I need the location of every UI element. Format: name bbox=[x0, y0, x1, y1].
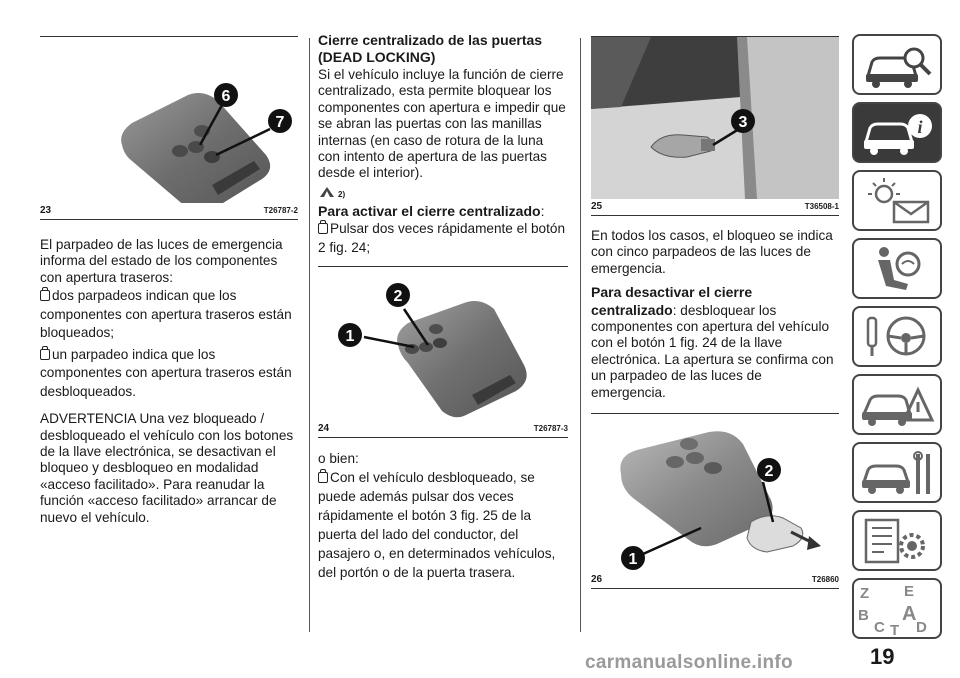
tab-safety[interactable] bbox=[852, 238, 942, 299]
figure-caption bbox=[591, 199, 839, 216]
activate-heading bbox=[318, 203, 568, 220]
tab-warning-lights[interactable] bbox=[852, 170, 942, 231]
callout-3: 3 bbox=[738, 114, 748, 131]
airbag-seat-icon bbox=[854, 240, 940, 297]
index-letter-z: Z bbox=[860, 585, 870, 602]
activate-colon: : bbox=[540, 202, 545, 219]
section-body: Si el vehículo incluye la función de cierre centralizado, esta permite bloquear los componentes con apertura e impedir que se abran las puertas con las manillas internas (en caso de rotura de la luna con intento de apertura de las puertas desde el interior). bbox=[318, 67, 566, 181]
index-letter-d: D bbox=[916, 619, 927, 636]
note-ref-text: 2) bbox=[338, 189, 346, 199]
warning-paragraph: ADVERTENCIA Una vez bloqueado / desbloqueado el vehículo con los botones de la llave electrónica, se desactivan el bloqueo y desbloqueo en modalidad «acceso facilitado». Para reanudar la función «acceso facilitado» arrancar de nuevo el vehículo. bbox=[40, 411, 294, 525]
key-card-image bbox=[318, 267, 568, 421]
deactivate-paragraph bbox=[591, 284, 839, 401]
callout-2: 2 bbox=[393, 288, 403, 306]
warning-light-message-icon bbox=[854, 172, 940, 229]
index-letter-b: B bbox=[858, 607, 869, 624]
tab-technical-data[interactable] bbox=[852, 510, 942, 571]
checklist-gear-icon bbox=[854, 512, 940, 569]
figure-number: 23 bbox=[40, 205, 52, 216]
index-letter-c: C bbox=[874, 619, 885, 636]
column-3 bbox=[591, 0, 839, 589]
bullet-one-flash bbox=[40, 346, 298, 402]
tab-emergency[interactable] bbox=[852, 374, 942, 435]
note-reference bbox=[318, 185, 568, 199]
figure-number: 25 bbox=[591, 201, 603, 212]
figure-25 bbox=[591, 36, 839, 216]
intro-paragraph: El parpadeo de las luces de emergencia informa del estado de los componentes con apertura traseros: bbox=[40, 237, 283, 285]
lock-confirmation-paragraph: En todos los casos, el bloqueo se indica con cinco parpadeos de las luces de emergencia. bbox=[591, 228, 833, 276]
door-bullet-icon bbox=[318, 223, 328, 234]
environment-note-icon bbox=[318, 185, 336, 199]
figure-code: T36508-1 bbox=[804, 202, 839, 211]
key-steering-wheel-icon bbox=[854, 308, 940, 365]
index-letter-a: A bbox=[902, 603, 917, 625]
car-door-handle-image bbox=[591, 37, 839, 199]
bullet-text: Pulsar dos veces rápidamente el botón 2 fig. 24; bbox=[318, 221, 566, 256]
tab-starting-driving[interactable] bbox=[852, 306, 942, 367]
car-warning-triangle-icon bbox=[854, 376, 940, 433]
callout-7: 7 bbox=[275, 114, 285, 131]
figure-caption bbox=[318, 421, 568, 438]
car-info-icon bbox=[854, 104, 940, 161]
figure-code: T26787-2 bbox=[263, 206, 298, 215]
column-divider bbox=[580, 38, 581, 632]
or-text: o bien: bbox=[318, 451, 359, 467]
callout-1: 1 bbox=[628, 551, 638, 569]
column-2 bbox=[318, 0, 568, 582]
figure-caption bbox=[591, 572, 839, 589]
callout-1: 1 bbox=[345, 328, 355, 346]
callout-6: 6 bbox=[221, 88, 231, 105]
column-1 bbox=[40, 0, 298, 526]
figure-23 bbox=[40, 36, 298, 220]
car-tools-icon bbox=[854, 444, 940, 501]
section-heading: Cierre centralizado de las puertas (DEAD LOCKING) bbox=[318, 32, 543, 65]
tab-index[interactable] bbox=[852, 578, 942, 639]
bullet-text: Con el vehículo desbloqueado, se puede además pulsar dos veces rápidamente el botón 3 fig. 25 de la puerta del lado del conductor, del pasajero o, en determinados vehículos, del portón o de la puerta trasera. bbox=[318, 469, 556, 580]
door-bullet-icon bbox=[40, 349, 50, 360]
callout-2: 2 bbox=[764, 463, 774, 481]
tab-car-search[interactable] bbox=[852, 34, 942, 95]
tab-maintenance[interactable] bbox=[852, 442, 942, 503]
activate-bullet bbox=[318, 219, 568, 257]
figure-code: T26787-3 bbox=[533, 424, 568, 434]
column-divider bbox=[309, 38, 310, 632]
deactivate-heading: Para desactivar el cierre centralizado bbox=[591, 284, 753, 318]
car-search-icon bbox=[854, 36, 940, 93]
key-card-mechanical-key-image bbox=[591, 414, 839, 572]
figure-code: T26860 bbox=[811, 575, 839, 585]
door-bullet-icon bbox=[40, 290, 50, 301]
key-card-image bbox=[40, 37, 298, 203]
bullet-text: dos parpadeos indican que los componentes con apertura traseros están bloqueados; bbox=[40, 288, 292, 341]
svg-text:i: i bbox=[917, 117, 923, 137]
watermark: carmanualsonline.info bbox=[585, 652, 793, 673]
figure-caption bbox=[40, 203, 298, 220]
figure-number: 24 bbox=[318, 423, 330, 435]
index-letter-t: T bbox=[890, 622, 900, 637]
page-number: 19 bbox=[870, 644, 895, 669]
alphabet-index-icon bbox=[854, 580, 940, 637]
tab-car-info[interactable] bbox=[852, 102, 942, 163]
deactivate-body: : desbloquear los componentes con apertura del vehículo con el botón 1 fig. 24 de la llave electrónica. La apertura se confirma con un parpadeo de las luces de emergencia. bbox=[591, 302, 834, 400]
bullet-text: un parpadeo indica que los componentes con apertura traseros están desbloqueados. bbox=[40, 346, 292, 399]
figure-24 bbox=[318, 266, 568, 438]
bullet-two-flashes bbox=[40, 287, 298, 343]
activate-heading-text: Para activar el cierre centralizado bbox=[318, 202, 541, 219]
figure-26 bbox=[591, 413, 839, 589]
index-letter-e: E bbox=[904, 583, 915, 600]
or-bullet bbox=[318, 468, 568, 582]
door-bullet-icon bbox=[318, 472, 328, 483]
figure-number: 26 bbox=[591, 574, 603, 586]
